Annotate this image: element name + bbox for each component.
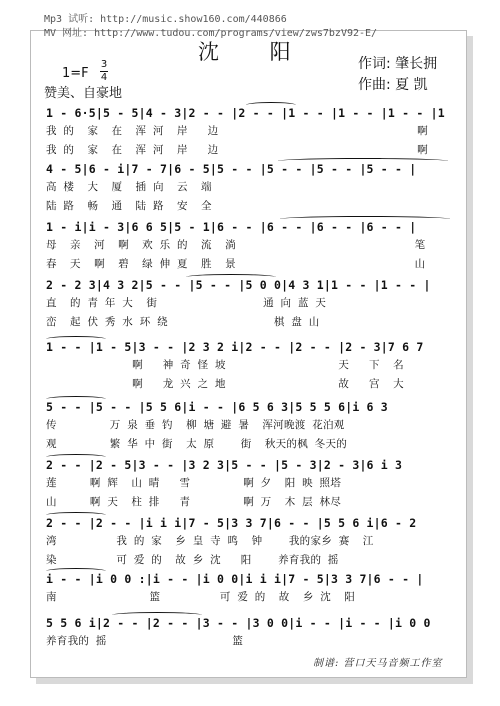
lyric-verse-1: 传 万 泉 垂 钓 柳 塘 避 暑 浑河晚渡 花泊观 bbox=[46, 419, 345, 431]
notation-line: 4 - 5|6 - i|7 - 7|6 - 5|5 - - |5 - - |5 - - |5 - - | bbox=[46, 162, 417, 176]
lyric-verse-2: 啊 龙 兴 之 地 故 宫 大 bbox=[46, 378, 404, 390]
song-title: 沈 阳 bbox=[198, 40, 313, 64]
lyricist-credit: 作词: 肇长拥 bbox=[358, 56, 438, 72]
score-system-4 bbox=[46, 278, 458, 344]
composer-credit: 作曲: 夏 凯 bbox=[358, 77, 428, 93]
lyric-verse-1: 我 的 家 在 浑 河 岸 边 啊 bbox=[46, 125, 428, 137]
lyric-verse-2: 山 啊 天 柱 排 青 啊 万 木 层 林尽 bbox=[46, 496, 342, 508]
slur-mark bbox=[46, 336, 106, 342]
slur-mark bbox=[46, 454, 106, 460]
score-system-5 bbox=[46, 340, 458, 406]
time-signature bbox=[100, 60, 108, 83]
lyric-verse-2: 观 繁 华 中 街 太 原 街 秋天的枫 冬天的 bbox=[46, 438, 348, 450]
lyric-verse-1: 湾 我 的 家 乡 皇 寺 鸣 钟 我的家乡 赛 江 bbox=[46, 535, 374, 547]
expression-mark: 赞美、自豪地 bbox=[44, 86, 123, 101]
lyric-verse-1: 莲 啊 辉 山 晴 雪 啊 夕 阳 映 照塔 bbox=[46, 477, 342, 489]
score-system-10 bbox=[46, 616, 458, 682]
lyric-verse-1: 南 篮 可 爱 的 故 乡 沈 阳 bbox=[46, 591, 356, 603]
lyric-verse-1: 养育我的 摇 篮 bbox=[46, 635, 244, 647]
lyric-verse-1: 直 的 青 年 大 街 通 向 蓝 天 bbox=[46, 297, 327, 309]
notation-line: 1 - 6·5|5 - 5|4 - 3|2 - - |2 - - |1 - - |1 - - |1 - - |1 bbox=[46, 106, 445, 120]
notation-line: 2 - - |2 - 5|3 - - |3 2 3|5 - - |5 - 3|2 - 3|6 i 3 bbox=[46, 458, 403, 472]
mv-link-line: MV 网址: http://www.tudou.com/programs/view/zws7bzV92-E/ bbox=[44, 28, 378, 39]
slur-mark bbox=[278, 158, 448, 164]
slur-mark bbox=[186, 274, 276, 280]
slur-mark bbox=[46, 568, 106, 574]
slur-mark bbox=[112, 612, 202, 618]
notation-line: 2 - - |2 - - |i i i|7 - 5|3 3 7|6 - - |5 5 6 i|6 - 2 bbox=[46, 516, 417, 530]
mp3-link-line: Mp3 试听: http://music.show160.com/440866 bbox=[44, 14, 287, 25]
slur-mark bbox=[46, 396, 106, 402]
lyric-verse-2: 我 的 家 在 浑 河 岸 边 啊 bbox=[46, 144, 428, 156]
score-system-7 bbox=[46, 458, 458, 524]
lyric-verse-2: 陆 路 畅 通 陆 路 安 全 bbox=[46, 200, 212, 212]
slur-mark bbox=[246, 102, 296, 108]
notation-line: 1 - - |1 - 5|3 - - |2 3 2 i|2 - - |2 - - |2 - 3|7 6 7 bbox=[46, 340, 424, 354]
lyric-verse-1: 母 亲 河 啊 欢 乐 的 流 淌 笔 bbox=[46, 239, 426, 251]
lyric-verse-1: 啊 神 奇 怪 坡 天 下 名 bbox=[46, 359, 404, 371]
lyric-verse-1: 高 楼 大 厦 插 向 云 端 bbox=[46, 181, 212, 193]
lyric-verse-2: 峦 起 伏 秀 水 环 绕 棋 盘 山 bbox=[46, 316, 320, 328]
notation-line: 5 - - |5 - - |5 5 6|i - - |6 5 6 3|5 5 5 6|i 6 3 bbox=[46, 400, 388, 414]
time-sig-top: 3 bbox=[100, 59, 108, 70]
lyric-verse-2: 春 天 啊 碧 绿 伸 夏 胜 景 山 bbox=[46, 258, 426, 270]
notation-line: 1 - i|i - 3|6 6 5|5 - 1|6 - - |6 - - |6 - - |6 - - | bbox=[46, 220, 417, 234]
producer-credit: 制谱: 营口天马音频工作室 bbox=[313, 658, 443, 669]
score-system-6 bbox=[46, 400, 458, 466]
time-sig-bottom: 4 bbox=[100, 72, 108, 83]
notation-line: i - - |i 0 0 :|i - - |i 0 0|i i i|7 - 5|3 3 7|6 - - | bbox=[46, 572, 424, 586]
slur-mark bbox=[46, 512, 106, 518]
notation-line: 2 - 2 3|4 3 2|5 - - |5 - - |5 0 0|4 3 1|1 - - |1 - - | bbox=[46, 278, 431, 292]
slur-mark bbox=[280, 216, 450, 222]
lyric-verse-2: 染 可 爱 的 故 乡 沈 阳 养育我的 摇 bbox=[46, 554, 339, 566]
key-signature: 1=F bbox=[62, 66, 89, 81]
notation-line: 5 5 6 i|2 - - |2 - - |3 - - |3 0 0|i - - |i - - |i 0 0 bbox=[46, 616, 431, 630]
